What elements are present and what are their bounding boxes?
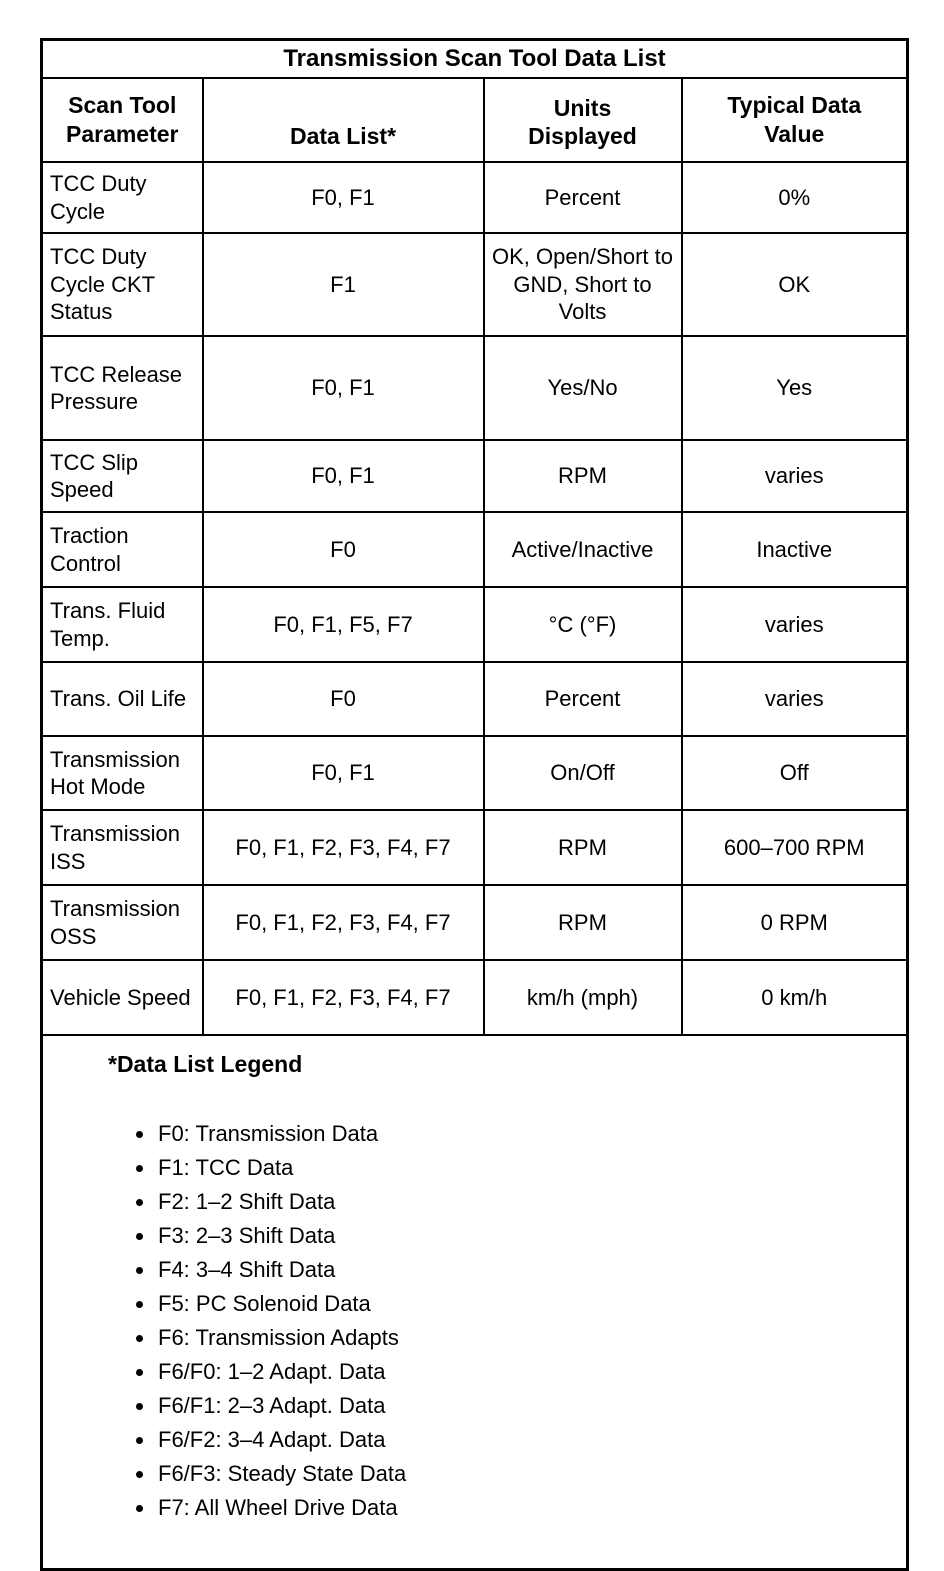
- legend-title: *Data List Legend: [108, 1051, 303, 1077]
- table-row: [42, 736, 908, 810]
- cell-data-list: F0, F1, F2, F3, F4, F7: [203, 885, 484, 960]
- col-header-typical-data-value: Typical Data Value: [682, 78, 908, 162]
- legend-item: • F6/F1: 2–3 Adapt. Data: [156, 1395, 896, 1417]
- cell-data-list: F0: [203, 512, 484, 587]
- legend-item: • F2: 1–2 Shift Data: [156, 1191, 896, 1213]
- cell-typical-value: Yes: [682, 336, 908, 440]
- table-row: [42, 512, 908, 587]
- legend-item: • F6/F3: Steady State Data: [156, 1463, 896, 1485]
- table-row: [42, 587, 908, 662]
- table-title-row: [42, 40, 908, 79]
- cell-parameter: Trans. Oil Life: [42, 662, 203, 736]
- table-row: [42, 440, 908, 512]
- cell-data-list: F0, F1: [203, 736, 484, 810]
- legend-item: • F3: 2–3 Shift Data: [156, 1225, 896, 1247]
- cell-data-list: F0, F1, F5, F7: [203, 587, 484, 662]
- cell-parameter: Trans. Fluid Temp.: [42, 587, 203, 662]
- table-row: [42, 960, 908, 1035]
- legend-item: • F4: 3–4 Shift Data: [156, 1259, 896, 1281]
- cell-typical-value: varies: [682, 587, 908, 662]
- cell-data-list: F0, F1: [203, 162, 484, 233]
- table-row: [42, 233, 908, 336]
- cell-units: RPM: [484, 885, 682, 960]
- cell-typical-value: OK: [682, 233, 908, 336]
- cell-data-list: F1: [203, 233, 484, 336]
- table-row: [42, 810, 908, 885]
- cell-parameter: TCC Duty Cycle: [42, 162, 203, 233]
- cell-units: On/Off: [484, 736, 682, 810]
- legend-item: • F6/F2: 3–4 Adapt. Data: [156, 1429, 896, 1451]
- table-row: [42, 885, 908, 960]
- legend-list: [53, 1120, 896, 1520]
- cell-parameter: Vehicle Speed: [42, 960, 203, 1035]
- cell-typical-value: 0 RPM: [682, 885, 908, 960]
- cell-data-list: F0, F1, F2, F3, F4, F7: [203, 960, 484, 1035]
- cell-data-list: F0: [203, 662, 484, 736]
- legend-item: • F0: Transmission Data: [156, 1123, 896, 1145]
- legend-item: • F5: PC Solenoid Data: [156, 1293, 896, 1315]
- legend-cell: [42, 1035, 908, 1570]
- col-header-data-list: Data List*: [203, 78, 484, 162]
- legend-item: • F7: All Wheel Drive Data: [156, 1497, 896, 1519]
- table-row: [42, 336, 908, 440]
- table-header-row: [42, 78, 908, 162]
- cell-typical-value: 0%: [682, 162, 908, 233]
- col-header-units-displayed: Units Displayed: [484, 78, 682, 162]
- cell-units: °C (°F): [484, 587, 682, 662]
- cell-parameter: Transmission ISS: [42, 810, 203, 885]
- table-row: [42, 662, 908, 736]
- cell-typical-value: Inactive: [682, 512, 908, 587]
- table-row: [42, 162, 908, 233]
- legend-item: • F6: Transmission Adapts: [156, 1327, 896, 1349]
- cell-units: RPM: [484, 810, 682, 885]
- legend-item: • F6/F0: 1–2 Adapt. Data: [156, 1361, 896, 1383]
- cell-typical-value: 600–700 RPM: [682, 810, 908, 885]
- legend-item: • F1: TCC Data: [156, 1157, 896, 1179]
- cell-parameter: Transmission OSS: [42, 885, 203, 960]
- cell-units: Percent: [484, 162, 682, 233]
- col-header-scan-tool-parameter: Scan Tool Parameter: [42, 78, 203, 162]
- legend-section: [42, 1035, 908, 1570]
- cell-typical-value: Off: [682, 736, 908, 810]
- cell-units: RPM: [484, 440, 682, 512]
- table-title: Transmission Scan Tool Data List: [42, 40, 908, 79]
- cell-data-list: F0, F1, F2, F3, F4, F7: [203, 810, 484, 885]
- cell-units: km/h (mph): [484, 960, 682, 1035]
- cell-parameter: Transmission Hot Mode: [42, 736, 203, 810]
- cell-typical-value: varies: [682, 440, 908, 512]
- cell-parameter: TCC Slip Speed: [42, 440, 203, 512]
- cell-units: OK, Open/Short to GND, Short to Volts: [484, 233, 682, 336]
- cell-parameter: TCC Release Pressure: [42, 336, 203, 440]
- cell-units: Active/Inactive: [484, 512, 682, 587]
- cell-data-list: F0, F1: [203, 336, 484, 440]
- cell-parameter: TCC Duty Cycle CKT Status: [42, 233, 203, 336]
- cell-data-list: F0, F1: [203, 440, 484, 512]
- cell-units: Yes/No: [484, 336, 682, 440]
- cell-typical-value: 0 km/h: [682, 960, 908, 1035]
- cell-typical-value: varies: [682, 662, 908, 736]
- cell-units: Percent: [484, 662, 682, 736]
- cell-parameter: Traction Control: [42, 512, 203, 587]
- scan-tool-data-table: [40, 38, 909, 1571]
